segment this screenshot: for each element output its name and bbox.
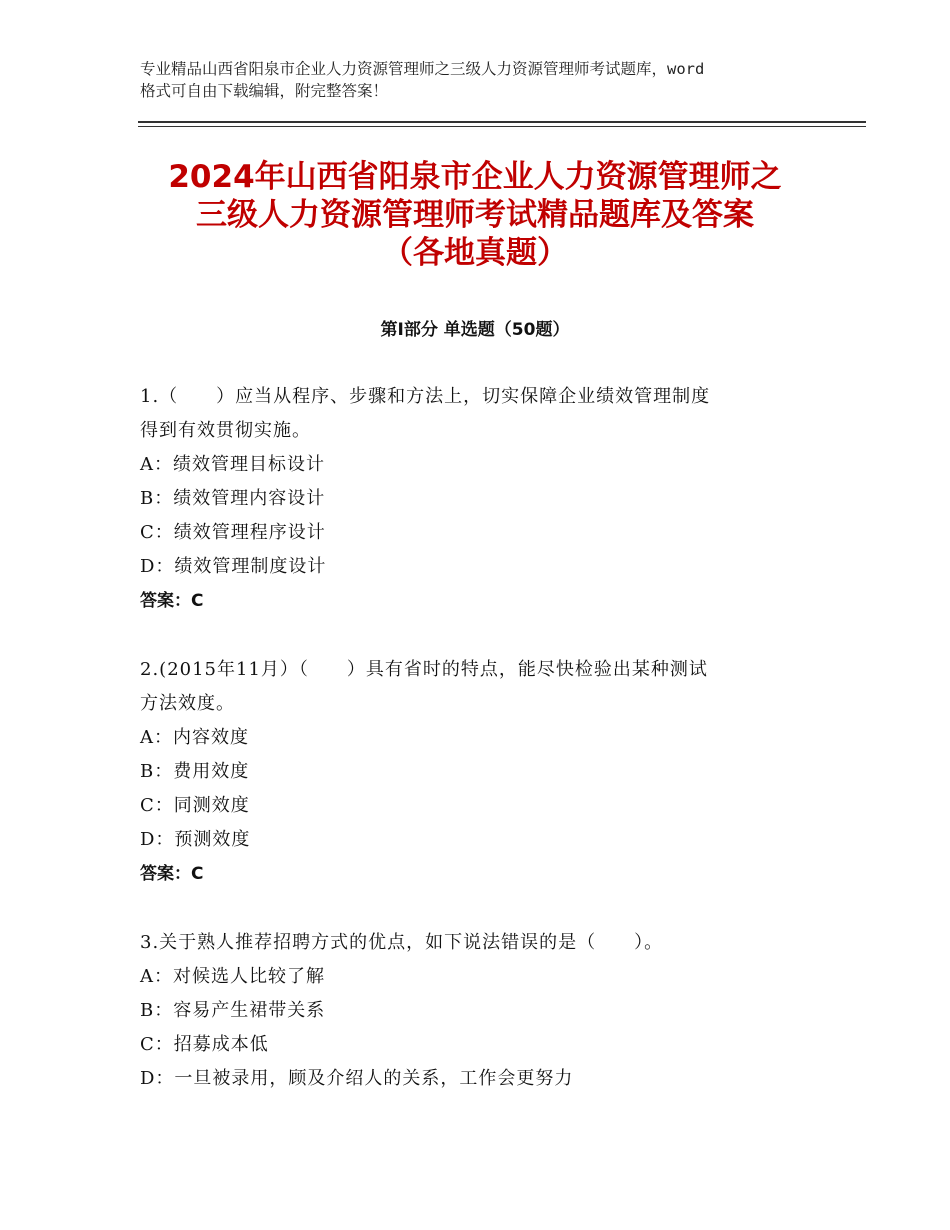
question-stem: 2.(2015年11月）（ ）具有省时的特点，能尽快检验出某种测试 (140, 659, 708, 680)
option-d: D：预测效度 (140, 829, 251, 850)
option-c: C：绩效管理程序设计 (140, 522, 326, 543)
question-2 (140, 653, 820, 891)
question-stem: 3.关于熟人推荐招聘方式的优点，如下说法错误的是（ ）。 (140, 932, 664, 953)
title-line: 2024年山西省阳泉市企业人力资源管理师之 (168, 159, 782, 195)
header-divider-thin (138, 126, 866, 127)
option-c: C：招募成本低 (140, 1034, 269, 1055)
option-d: D：绩效管理制度设计 (140, 556, 327, 577)
header-note-line: 专业精品山西省阳泉市企业人力资源管理师之三级人力资源管理师考试题库，word (140, 60, 705, 78)
option-b: B：费用效度 (140, 761, 250, 782)
option-a: A：内容效度 (140, 727, 249, 748)
option-a: A：对候选人比较了解 (140, 966, 325, 987)
question-stem: 方法效度。 (140, 693, 235, 714)
document-title (100, 158, 850, 272)
title-line: 三级人力资源管理师考试精品题库及答案 (196, 197, 754, 233)
option-c: C：同测效度 (140, 795, 250, 816)
header-note (140, 58, 830, 102)
question-1 (140, 380, 820, 618)
question-3 (140, 926, 820, 1096)
option-b: B：容易产生裙带关系 (140, 1000, 326, 1021)
section-title: 第Ⅰ部分 单选题（50题） (380, 320, 570, 340)
answer: 答案：C (140, 864, 204, 884)
question-stem: 得到有效贯彻实施。 (140, 420, 311, 441)
title-line: （各地真题） (382, 235, 568, 271)
header-note-line: 格式可自由下载编辑，附完整答案！ (140, 82, 389, 100)
option-d: D：一旦被录用，顾及介绍人的关系，工作会更努力 (140, 1068, 574, 1089)
header-divider (138, 121, 866, 123)
option-a: A：绩效管理目标设计 (140, 454, 325, 475)
question-stem: 1.（ ）应当从程序、步骤和方法上，切实保障企业绩效管理制度 (140, 386, 711, 407)
answer: 答案：C (140, 591, 204, 611)
option-b: B：绩效管理内容设计 (140, 488, 326, 509)
